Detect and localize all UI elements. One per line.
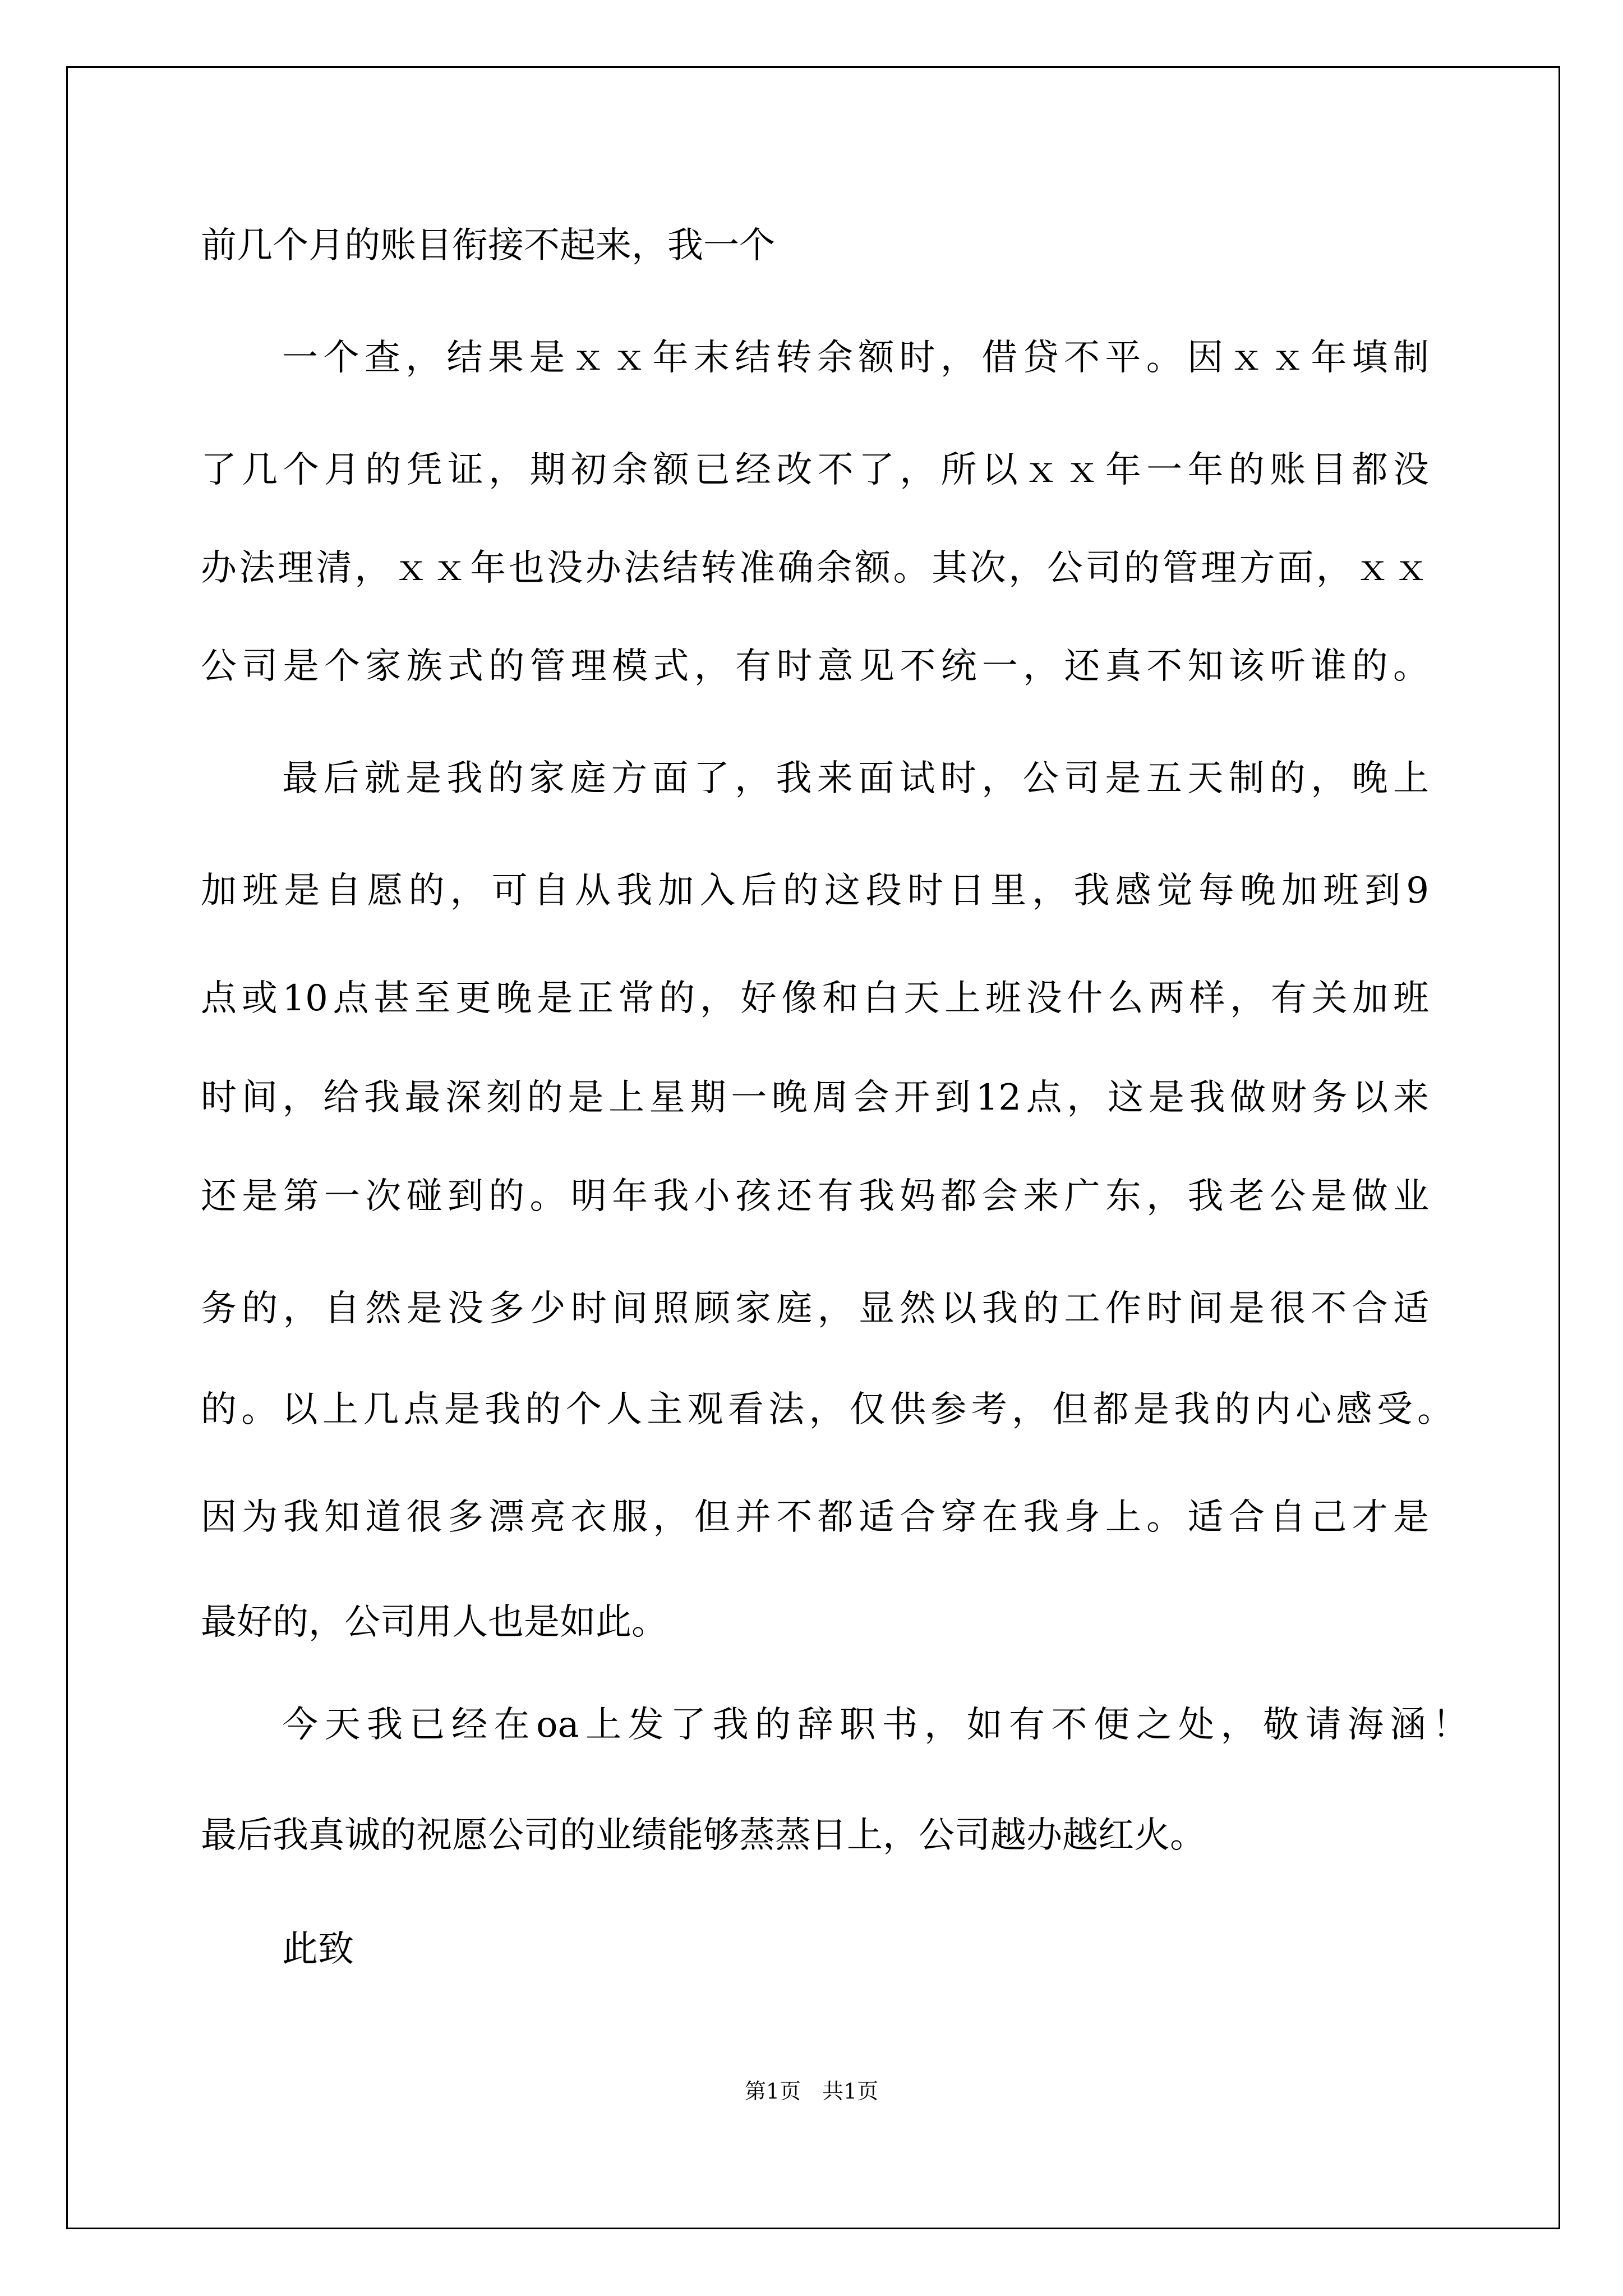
page-border bbox=[66, 66, 1560, 2229]
paragraph-line: 时间，给我最深刻的是上星期一晚周会开到12点，这是我做财务以来 bbox=[201, 1077, 1429, 1119]
paragraph-line: 今天我已经在oa上发了我的辞职书，如有不便之处，敬请海涵！ bbox=[282, 1704, 1468, 1746]
paragraph-line: 点或10点甚至更晚是正常的，好像和白天上班没什么两样，有关加班 bbox=[201, 978, 1429, 1019]
paragraph-line: 的。以上几点是我的个人主观看法，仅供参考，但都是我的内心感受。 bbox=[201, 1389, 1453, 1430]
paragraph-line: 公司是个家族式的管理模式，有时意见不统一，还真不知该听谁的。 bbox=[201, 646, 1429, 687]
paragraph-line: 办法理清，ｘｘ年也没办法结转准确余额。其次，公司的管理方面，ｘｘ bbox=[201, 547, 1429, 589]
paragraph-line: 了几个月的凭证，期初余额已经改不了，所以ｘｘ年一年的账目都没 bbox=[201, 449, 1429, 491]
paragraph-line: 因为我知道很多漂亮衣服，但并不都适合穿在我身上。适合自己才是 bbox=[201, 1497, 1429, 1538]
page-number-footer: 第1页 共1页 bbox=[744, 2079, 879, 2104]
paragraph-line: 最后就是我的家庭方面了，我来面试时，公司是五天制的，晚上 bbox=[282, 758, 1429, 799]
paragraph-line: 加班是自愿的，可自从我加入后的这段时日里，我感觉每晚加班到9 bbox=[201, 870, 1429, 912]
paragraph-line: 还是第一次碰到的。明年我小孩还有我妈都会来广东，我老公是做业 bbox=[201, 1176, 1429, 1217]
paragraph-line: 务的，自然是没多少时间照顾家庭，显然以我的工作时间是很不合适 bbox=[201, 1288, 1429, 1329]
paragraph-line: 前几个月的账目衔接不起来，我一个 bbox=[201, 225, 775, 266]
paragraph-line: 最后我真诚的祝愿公司的业绩能够蒸蒸日上，公司越办越红火。 bbox=[201, 1815, 1206, 1856]
paragraph-line: 最好的，公司用人也是如此。 bbox=[201, 1602, 667, 1643]
paragraph-line: 一个查，结果是ｘｘ年末结转余额时，借贷不平。因ｘｘ年填制 bbox=[282, 337, 1429, 379]
paragraph-line: 此致 bbox=[282, 1929, 354, 1970]
